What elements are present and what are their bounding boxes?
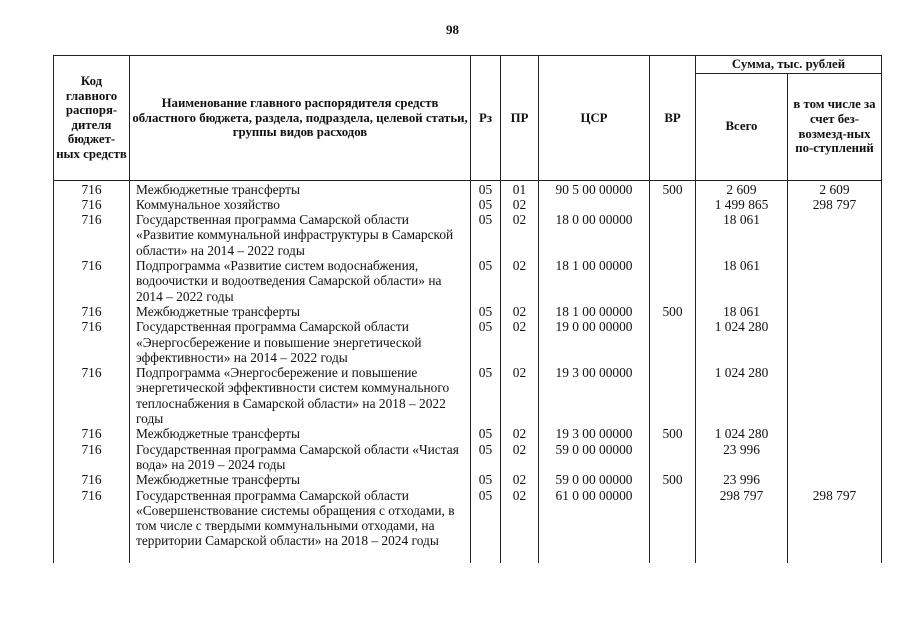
cell-vr — [650, 197, 696, 212]
cell-code: 716 — [54, 319, 130, 365]
cell-total: 1 024 280 — [696, 365, 788, 426]
cell-pr: 02 — [501, 426, 539, 441]
header-pr: ПР — [501, 56, 539, 181]
header-csr: ЦСР — [539, 56, 650, 181]
cell-code: 716 — [54, 212, 130, 258]
cell-total: 2 609 — [696, 180, 788, 197]
cell-code: 716 — [54, 197, 130, 212]
cell-vr: 500 — [650, 304, 696, 319]
cell-pr: 02 — [501, 488, 539, 563]
cell-name: Межбюджетные трансферты — [130, 472, 471, 487]
table-row — [54, 304, 882, 319]
cell-total: 1 024 280 — [696, 426, 788, 441]
table-row — [54, 426, 882, 441]
header-name: Наименование главного распорядителя средств областного бюджета, раздела, подраздела, целевой статьи, группы видов расходов — [130, 56, 471, 181]
cell-free — [788, 426, 882, 441]
cell-csr: 19 0 00 00000 — [539, 319, 650, 365]
cell-total: 298 797 — [696, 488, 788, 563]
cell-vr: 500 — [650, 180, 696, 197]
budget-table — [53, 55, 882, 563]
cell-name: Межбюджетные трансферты — [130, 426, 471, 441]
table-row — [54, 472, 882, 487]
cell-total: 18 061 — [696, 258, 788, 304]
cell-code: 716 — [54, 180, 130, 197]
cell-total: 1 499 865 — [696, 197, 788, 212]
cell-csr: 59 0 00 00000 — [539, 472, 650, 487]
cell-free — [788, 258, 882, 304]
cell-pr: 02 — [501, 319, 539, 365]
cell-csr: 18 1 00 00000 — [539, 258, 650, 304]
cell-rz: 05 — [471, 180, 501, 197]
cell-pr: 02 — [501, 472, 539, 487]
header-rz: Рз — [471, 56, 501, 181]
cell-pr: 02 — [501, 197, 539, 212]
cell-code: 716 — [54, 488, 130, 563]
cell-vr — [650, 442, 696, 473]
cell-total: 18 061 — [696, 212, 788, 258]
cell-free — [788, 304, 882, 319]
cell-rz: 05 — [471, 365, 501, 426]
cell-vr — [650, 258, 696, 304]
cell-vr — [650, 365, 696, 426]
cell-free: 298 797 — [788, 197, 882, 212]
table-header — [54, 56, 882, 181]
cell-free: 2 609 — [788, 180, 882, 197]
cell-csr: 59 0 00 00000 — [539, 442, 650, 473]
page-number: 98 — [446, 22, 459, 37]
cell-code: 716 — [54, 258, 130, 304]
cell-pr: 02 — [501, 212, 539, 258]
cell-rz: 05 — [471, 304, 501, 319]
header-code: Код главного распоря-дителя бюджет-ных средств — [54, 56, 130, 181]
header-total: Всего — [696, 73, 788, 180]
cell-rz: 05 — [471, 319, 501, 365]
cell-csr: 61 0 00 00000 — [539, 488, 650, 563]
cell-free — [788, 212, 882, 258]
cell-free — [788, 365, 882, 426]
cell-rz: 05 — [471, 197, 501, 212]
cell-rz: 05 — [471, 212, 501, 258]
table-row — [54, 212, 882, 258]
cell-csr: 18 0 00 00000 — [539, 212, 650, 258]
cell-total: 23 996 — [696, 442, 788, 473]
cell-code: 716 — [54, 442, 130, 473]
cell-free — [788, 472, 882, 487]
table-row — [54, 365, 882, 426]
cell-pr: 01 — [501, 180, 539, 197]
cell-csr: 90 5 00 00000 — [539, 180, 650, 197]
table-row — [54, 442, 882, 473]
cell-vr: 500 — [650, 426, 696, 441]
cell-free: 298 797 — [788, 488, 882, 563]
cell-code: 716 — [54, 426, 130, 441]
cell-name: Государственная программа Самарской области «Развитие коммунальной инфраструктуры в Самарской области» на 2014 – 2022 годы — [130, 212, 471, 258]
table-row — [54, 488, 882, 563]
cell-total: 1 024 280 — [696, 319, 788, 365]
cell-vr — [650, 212, 696, 258]
cell-name: Коммунальное хозяйство — [130, 197, 471, 212]
table-row — [54, 197, 882, 212]
cell-rz: 05 — [471, 488, 501, 563]
cell-pr: 02 — [501, 304, 539, 319]
cell-rz: 05 — [471, 472, 501, 487]
cell-vr — [650, 488, 696, 563]
cell-vr — [650, 319, 696, 365]
cell-total: 23 996 — [696, 472, 788, 487]
cell-code: 716 — [54, 365, 130, 426]
cell-pr: 02 — [501, 442, 539, 473]
header-vr: ВР — [650, 56, 696, 181]
cell-rz: 05 — [471, 258, 501, 304]
cell-free — [788, 442, 882, 473]
cell-name: Межбюджетные трансферты — [130, 304, 471, 319]
cell-csr — [539, 197, 650, 212]
cell-free — [788, 319, 882, 365]
table-row — [54, 319, 882, 365]
cell-name: Государственная программа Самарской области «Чистая вода» на 2019 – 2024 годы — [130, 442, 471, 473]
cell-pr: 02 — [501, 258, 539, 304]
header-free: в том числе за счет без-возмезд-ных по-ступлений — [788, 73, 882, 180]
cell-name: Государственная программа Самарской области «Энергосбережение и повышение энергетической эффективности» на 2014 – 2022 годы — [130, 319, 471, 365]
cell-code: 716 — [54, 304, 130, 319]
cell-name: Подпрограмма «Энергосбережение и повышение энергетической эффективности систем коммунального теплоснабжения в Самарской области» на 2018 – 2022 годы — [130, 365, 471, 426]
cell-total: 18 061 — [696, 304, 788, 319]
cell-pr: 02 — [501, 365, 539, 426]
cell-name: Подпрограмма «Развитие систем водоснабжения, водоочистки и водоотведения Самарской области» на 2014 – 2022 годы — [130, 258, 471, 304]
cell-name: Государственная программа Самарской области «Совершенствование системы обращения с отходами, в том числе с твердыми коммунальными отходами, на территории Самарской области» на 2018 – 2024 годы — [130, 488, 471, 563]
table-row — [54, 258, 882, 304]
cell-csr: 19 3 00 00000 — [539, 426, 650, 441]
cell-rz: 05 — [471, 426, 501, 441]
cell-csr: 18 1 00 00000 — [539, 304, 650, 319]
cell-rz: 05 — [471, 442, 501, 473]
table-body — [54, 180, 882, 563]
cell-name: Межбюджетные трансферты — [130, 180, 471, 197]
cell-csr: 19 3 00 00000 — [539, 365, 650, 426]
cell-vr: 500 — [650, 472, 696, 487]
cell-code: 716 — [54, 472, 130, 487]
header-sum-group: Сумма, тыс. рублей — [696, 56, 882, 74]
table-row — [54, 180, 882, 197]
